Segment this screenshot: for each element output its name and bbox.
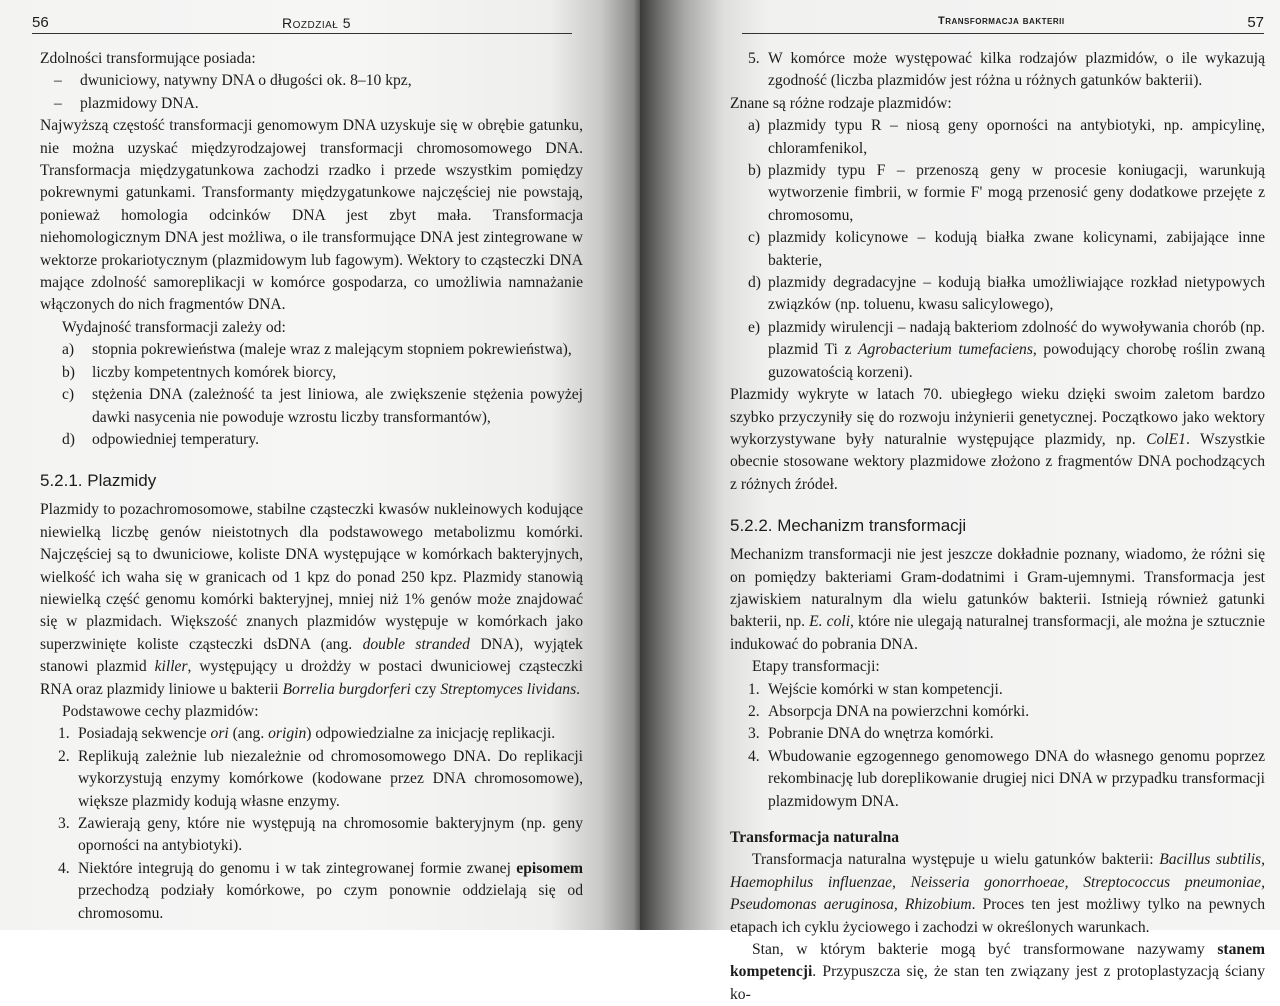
list-item: a) plazmidy typu R – niosą geny oporności na antybiotyki, np. ampicylinę, chloramfenikol, — [748, 117, 1265, 157]
list-item: a) stopnia pokrewieństwa (maleje wraz z malejącym stopniem pokrewieństwa), — [62, 341, 572, 359]
features-label: Podstawowe cechy plazmidów: — [62, 702, 259, 720]
capabilities-list — [40, 70, 583, 115]
list-item: 1. Posiadają sekwencje ori (ang. origin) odpowiedzialne za inicjację replikacji. — [58, 725, 556, 743]
list-item: e) plazmidy wirulencji – nadają bakteriom zdolność do wywoływania chorób (np. plazmid Ti z Agrobacterium tumefaciens, powodujący chorobę roślin zwaną guzowatością korzeni). — [748, 318, 1265, 381]
intro-label: Zdolności transformujące posiada: — [40, 50, 256, 67]
list-item: 4. Niektóre integrują do genomu i w tak zintegrowanej formie zwanej episomem przechodzą podziały komórkowe, po czym ponownie oddzielają się od chromosomu. — [58, 859, 583, 922]
list-item: b) liczby kompetentnych komórek biorcy, — [62, 363, 337, 381]
left-running-head — [32, 12, 572, 34]
list-item: c) stężenia DNA (zależność ta jest liniowa, ale zwiększenie stężenia powyżej dawki nasycenia nie powoduje wzrostu liczby transformantów), — [62, 386, 583, 426]
list-item: 5. W komórce może występować kilka rodzajów plazmidów, o ile wykazują zgodność (liczba plazmidów jest różna u różnych gatunków bakterii). — [748, 50, 1265, 90]
plasmid-types-list — [730, 115, 1265, 384]
section-heading-plazmidy: 5.2.1. Plazmidy — [40, 471, 157, 491]
list-item: b) plazmidy typu F – przenoszą geny w procesie koniugacji, warunkują wytworzenie fimbrii, w formie F' mogą przenosić geny dodatkowe przejęte z chromosomu, — [748, 162, 1265, 224]
features-list — [40, 723, 583, 925]
paragraph-frequency: Najwyższą częstość transformacji genomowym DNA uzyskuje się w obrębie gatunku, nie można uzyskać międzyrodzajowej transformacji chromosomowego DNA. Transformacja międzygatunkowa zachodzi rzadko i przede wszystkim pomiędzy pokrewnymi gatunkami. Transformanty międzygatunkowe najczęściej nie powstają, ponieważ homologia odcinków DNA jest zbyt mała. Transformacja niehomologicznym DNA jest możliwa, o ile transformujące DNA jest zintegrowane w wektorze prokariotycznym (plazmidowym lub fagowym). Wektory to cząsteczki DNA mające zdolność samoreplikacji w komórce gospodarza, co umożliwia namnażanie włączonych do nich fragmentów DNA. — [40, 117, 583, 314]
paragraph-plasmids: Plazmidy to pozachromosomowe, stabilne cząsteczki kwasów nukleinowych kodujące niewielką liczbę genów nieistotnych dla podstawowego metabolizmu komórki. Najczęściej są to dwuniciowe, koliste DNA występujące w komórkach bakteryjnych, wielkość ich waha się w granicach od 1 kpz do ponad 250 kpz. Plazmidy stanowią niewielką część genomu komórki bakteryjnej, mniej niż 1% genów może znajdować się w plazmidach. Większość znanych plazmidów występuje w komórkach jako superzwinięte koliste cząsteczki dsDNA (ang. double stranded DNA), wyjątek stanowi plazmid killer, występujący u drożdży w postaci dwuniciowej cząsteczki RNA oraz plazmidy liniowe u bakterii Borrelia burgdorferi czy Streptomyces lividans. — [40, 501, 583, 698]
stages-label: Etapy transformacji: — [752, 658, 880, 676]
list-item: – plazmidowy DNA. — [54, 94, 199, 112]
page-number: 56 — [32, 14, 49, 31]
list-item: d) odpowiedniej temperatury. — [62, 430, 260, 448]
paragraph-natural: Transformacja naturalna występuje u wielu gatunków bakterii: Bacillus subtilis, Haemophilus influenzae, Neisseria gonorrhoeae, Streptococcus pneumoniae, Pseudomonas aeruginosa, Rhizobium. Proces ten jest możliwy tylko na pewnych etapach ich cyklu życiowego i zachodzi w określonych warunkach. — [730, 851, 1265, 936]
list-item: 1. Wejście komórki w stan kompetencji. — [748, 680, 1003, 698]
running-title: Transformacja bakterii — [938, 15, 1065, 27]
paragraph-history: Plazmidy wykryte w latach 70. ubiegłego wieku dzięki swoim zaletom bardzo szybko przyczyniły się do rozwoju inżynierii genetycznej. Początkowo jako wektory wykorzystywane były naturalnie występujące plazmidy, np. ColE1. Wszystkie obecnie stosowane wektory plazmidowe złożono z fragmentów DNA pochodzących z różnych źródeł. — [730, 386, 1265, 493]
stages-list — [730, 679, 1265, 813]
list-item: 2. Absorpcja DNA na powierzchni komórki. — [748, 702, 1030, 720]
running-title: Rozdział 5 — [282, 15, 352, 31]
efficiency-label: Wydajność transformacji zależy od: — [62, 318, 286, 336]
features-list-continued — [730, 48, 1265, 93]
left-page-text — [40, 48, 583, 925]
list-item: d) plazmidy degradacyjne – kodują białka umożliwiające rozkład nietypowych związków (np. toluenu, kwasu salicylowego), — [748, 274, 1265, 314]
list-item: 2. Replikują zależnie lub niezależnie od chromosomowego DNA. Do replikacji wykorzystują enzymy komórkowe (kodowane przez DNA chromosomowe), większe plazmidy kodują własne enzymy. — [58, 747, 583, 810]
page-number: 57 — [1247, 14, 1264, 31]
right-page-text — [730, 48, 1265, 1006]
section-heading-mechanism: 5.2.2. Mechanizm transformacji — [730, 516, 967, 536]
list-item: c) plazmidy kolicynowe – kodują białka zwane kolicynami, zabijające inne bakterie, — [748, 229, 1265, 269]
header-rule — [32, 33, 572, 34]
list-item: 3. Pobranie DNA do wnętrza komórki. — [748, 725, 994, 743]
right-running-head — [742, 12, 1264, 34]
types-label: Znane są różne rodzaje plazmidów: — [730, 94, 952, 112]
list-item: 4. Wbudowanie egzogennego genomowego DNA do własnego genomu poprzez rekombinację lub doreplikowanie drugiej nici DNA w przypadku transformacji plazmidowym DNA. — [748, 747, 1265, 810]
subheading-natural-transformation: Transformacja naturalna — [730, 829, 900, 846]
list-item: 3. Zawierają geny, które nie występują na chromosomie bakteryjnym (np. geny oporności na antybiotyki). — [58, 815, 583, 855]
efficiency-list — [40, 339, 583, 451]
paragraph-mechanism: Mechanizm transformacji nie jest jeszcze dokładnie poznany, wiadomo, że różni się on pomiędzy bakteriami Gram-dodatnimi i Gram-ujemnymi. Transformacja jest zjawiskiem naturalnym dla wielu gatunków bakterii. Istnieją również gatunki bakterii, np. E. coli, które nie ulegają naturalnej transformacji, ale można je sztucznie indukować do pobrania DNA. — [730, 546, 1265, 653]
paragraph-competence: Stan, w którym bakterie mogą być transformowane nazywamy stanem kompetencji. Przypuszcza się, że stan ten związany jest z protoplastyzacją ściany ko- — [730, 941, 1265, 1003]
list-item: – dwuniciowy, natywny DNA o długości ok. 8–10 kpz, — [54, 72, 412, 90]
header-rule — [742, 33, 1264, 34]
